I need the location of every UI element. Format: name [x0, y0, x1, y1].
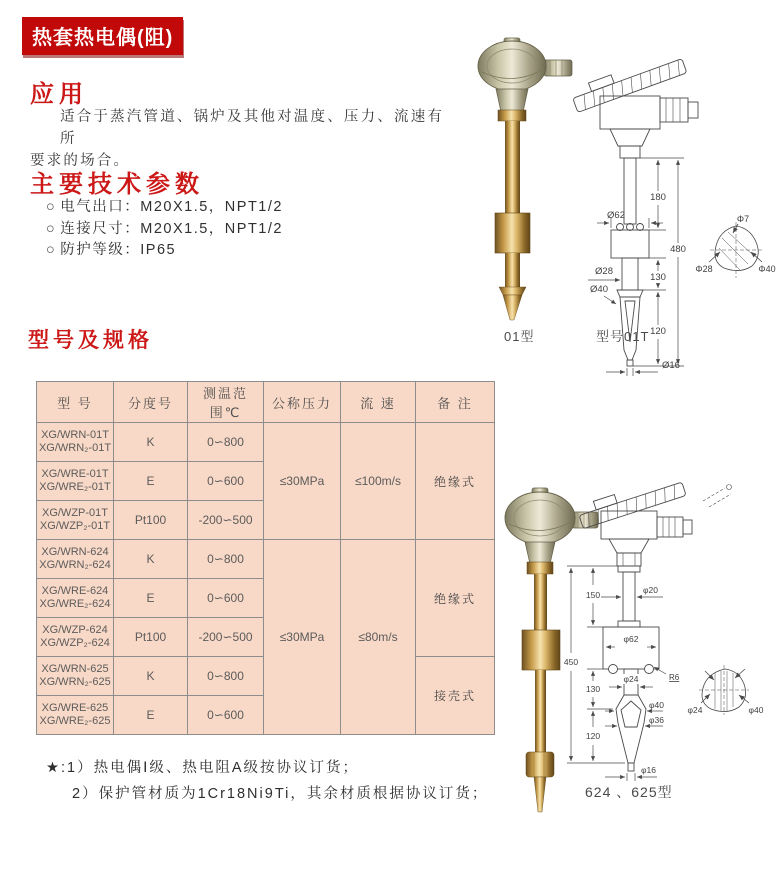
svg-text:Φ7: Φ7: [736, 214, 750, 224]
note-cell: 绝缘式: [416, 540, 495, 657]
svg-text:φ62: φ62: [623, 634, 639, 644]
graduation-cell: E: [114, 696, 188, 735]
svg-text:φ40: φ40: [649, 700, 664, 710]
model-cell: XG/WRE-624 XG/WRE₂-624: [37, 579, 114, 618]
tech-params-heading: 主要技术参数: [30, 171, 204, 198]
spec-table: [36, 381, 495, 735]
list-item: [46, 219, 283, 241]
table-row: [37, 540, 495, 579]
circle-bullet-icon: ○: [46, 242, 57, 258]
model-cell: XG/WRN-625 XG/WRN₂-625: [37, 657, 114, 696]
range-cell: -200∽500: [188, 618, 264, 657]
page-title-banner: 热套热电偶(阻): [22, 17, 183, 55]
svg-text:150: 150: [585, 590, 601, 600]
footnote-line1: ★:1）热电偶Ⅰ级、热电阻A级按协议订货；: [46, 760, 360, 776]
models-heading: 型号及规格: [28, 329, 153, 352]
application-paragraph: [30, 106, 460, 172]
svg-text:120: 120: [585, 731, 601, 741]
footnote-line2: 2）保护管材质为1Cr18Ni9Ti，其余材质根据协议订货；: [72, 786, 489, 802]
graduation-cell: E: [114, 462, 188, 501]
drawing-caption-624: 624 、625型: [585, 784, 673, 800]
speed-cell: ≤100m/s: [341, 423, 416, 540]
model-cell: XG/WRE-625 XG/WRE₂-625: [37, 696, 114, 735]
range-cell: 0∽600: [188, 579, 264, 618]
note-cell: 绝缘式: [416, 423, 495, 540]
range-cell: 0∽800: [188, 657, 264, 696]
svg-text:φ16: φ16: [641, 765, 656, 775]
circle-bullet-icon: ○: [46, 199, 57, 215]
model-cell: XG/WRE-01T XG/WRE₂-01T: [37, 462, 114, 501]
svg-text:Ø40: Ø40: [590, 284, 608, 295]
range-cell: 0∽600: [188, 696, 264, 735]
range-cell: -200∽500: [188, 501, 264, 540]
application-heading: 应用: [30, 81, 88, 108]
svg-text:180: 180: [650, 192, 666, 203]
svg-text:120: 120: [650, 326, 666, 337]
svg-text:480: 480: [670, 244, 686, 255]
svg-text:130: 130: [585, 684, 601, 694]
model-cell: XG/WRN-624 XG/WRN₂-624: [37, 540, 114, 579]
col-header-model: 型 号: [37, 382, 114, 423]
list-item-text: 连接尺寸：M20X1.5，NPT1/2: [60, 220, 283, 237]
svg-text:130: 130: [650, 272, 666, 283]
speed-cell: ≤80m/s: [341, 540, 416, 735]
list-item: [46, 240, 283, 262]
graduation-cell: K: [114, 657, 188, 696]
dimension-drawing-01t: [570, 34, 778, 371]
model-cell: XG/WZP-01T XG/WZP₂-01T: [37, 501, 114, 540]
application-line1: 适合于蒸汽管道、锅炉及其他对温度、压力、流速有所: [60, 109, 445, 147]
col-header-speed: 流 速: [341, 382, 416, 423]
col-header-pressure: 公称压力: [264, 382, 341, 423]
svg-text:Ø62: Ø62: [607, 210, 625, 221]
list-item-text: 防护等级：IP65: [60, 242, 177, 258]
circle-bullet-icon: ○: [46, 220, 57, 237]
svg-text:Ø16: Ø16: [662, 360, 680, 371]
list-item: [46, 197, 283, 219]
dimension-drawing-624: [553, 481, 780, 781]
graduation-cell: K: [114, 540, 188, 579]
col-header-range: 测温范围℃: [188, 382, 264, 423]
svg-text:φ20: φ20: [643, 585, 658, 595]
graduation-cell: Pt100: [114, 501, 188, 540]
svg-text:φ24: φ24: [687, 705, 703, 715]
thermocouple-photo-01t: [460, 36, 578, 324]
svg-text:φ36: φ36: [649, 715, 664, 725]
model-cell: XG/WRN-01T XG/WRN₂-01T: [37, 423, 114, 462]
svg-text:Ø28: Ø28: [595, 266, 613, 277]
col-header-note: 备 注: [416, 382, 495, 423]
range-cell: 0∽600: [188, 462, 264, 501]
svg-text:Φ40: Φ40: [758, 264, 776, 274]
range-cell: 0∽800: [188, 423, 264, 462]
range-cell: 0∽800: [188, 540, 264, 579]
svg-text:φ40: φ40: [748, 705, 764, 715]
pressure-cell: ≤30MPa: [264, 540, 341, 735]
tech-params-list: [46, 197, 283, 262]
graduation-cell: Pt100: [114, 618, 188, 657]
note-cell: 接壳式: [416, 657, 495, 735]
graduation-cell: E: [114, 579, 188, 618]
col-header-graduation: 分度号: [114, 382, 188, 423]
list-item-text: 电气出口：M20X1.5，NPT1/2: [60, 199, 283, 215]
svg-text:Φ28: Φ28: [695, 264, 713, 274]
photo-caption-01t: 01型: [504, 329, 535, 344]
pressure-cell: ≤30MPa: [264, 423, 341, 540]
application-line2: 要求的场合。: [30, 153, 131, 169]
table-header-row: [37, 382, 495, 423]
drawing-caption-01t: 型号01T: [596, 329, 650, 344]
svg-text:φ24: φ24: [623, 674, 639, 684]
spec-table-wrap: [36, 381, 495, 735]
table-row: [37, 423, 495, 462]
model-cell: XG/WZP-624 XG/WZP₂-624: [37, 618, 114, 657]
svg-text:450: 450: [563, 657, 579, 667]
svg-text:R6: R6: [669, 673, 680, 682]
graduation-cell: K: [114, 423, 188, 462]
